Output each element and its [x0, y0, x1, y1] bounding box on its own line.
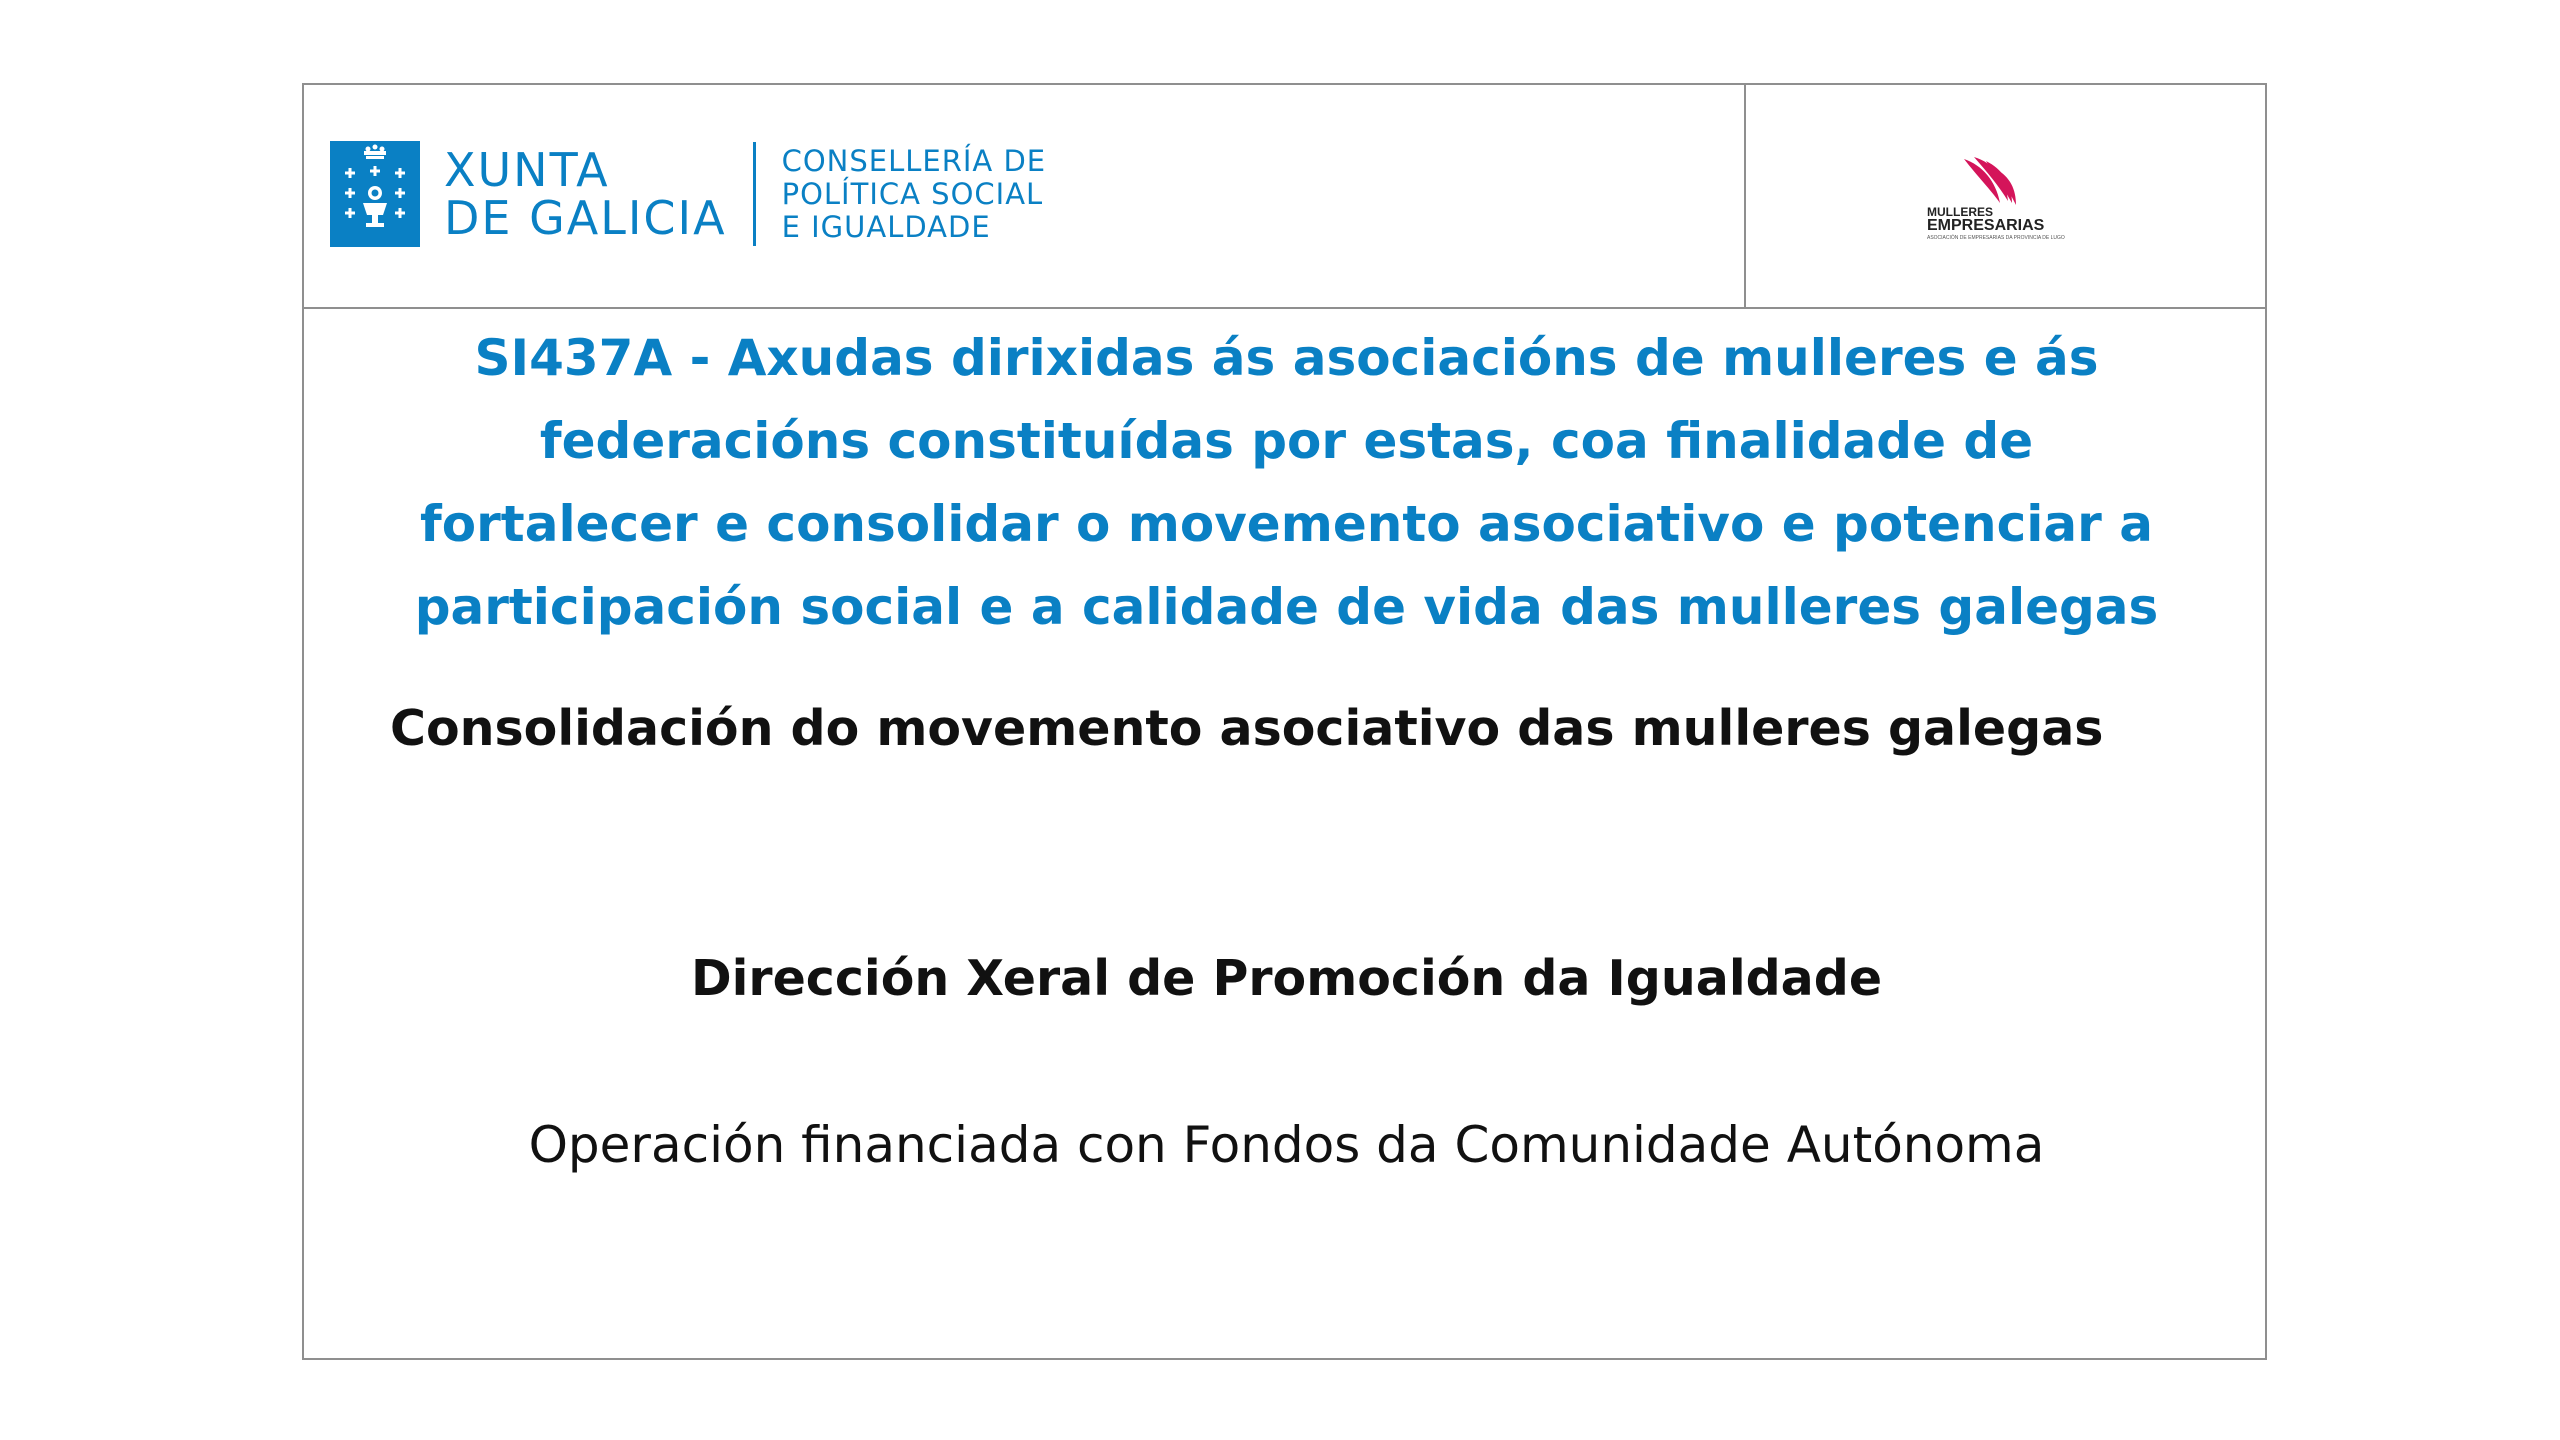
header-divider — [1744, 85, 1746, 307]
mulleres-tagline: ASOCIACIÓN DE EMPRESARIAS DA PROVINCIA DE LUGO — [1927, 235, 2065, 241]
department-line-2: POLÍTICA SOCIAL — [781, 176, 1044, 211]
xunta-shield-icon — [330, 141, 420, 247]
directorate-name: Dirección Xeral de Promoción da Igualdade — [690, 950, 1883, 1007]
program-title — [304, 317, 2269, 649]
program-title-line-4: participación social e a calidade de vida das mulleres galegas — [414, 578, 2159, 636]
mulleres-line-2: EMPRESARIAS — [1927, 217, 2045, 234]
department-line-3: E IGUALDADE — [781, 209, 991, 244]
project-subtitle: Consolidación do movemento asociativo das mulleres galegas — [390, 700, 2104, 757]
logo-separator — [753, 142, 756, 246]
mulleres-wordmark — [1927, 206, 2065, 242]
program-title-line-2: federacións constituídas por estas, coa finalidade de — [539, 412, 2034, 470]
feather-icon — [1924, 153, 2094, 213]
program-title-line-3: fortalecer e consolidar o movemento asociativo e potenciar a — [420, 495, 2153, 553]
mulleres-empresarias-logo — [1924, 153, 2094, 253]
xunta-line-1: XUNTA — [444, 143, 610, 197]
xunta-wordmark — [444, 143, 727, 245]
xunta-logo — [330, 140, 1046, 248]
info-board — [302, 83, 2267, 1360]
funding-statement: Operación financiada con Fondos da Comunidade Autónoma — [528, 1116, 2045, 1174]
xunta-line-2: DE GALICIA — [444, 191, 727, 245]
program-title-line-1: SI437A - Axudas dirixidas ás asociacións de mulleres e ás — [474, 329, 2099, 387]
department-name — [782, 145, 1047, 244]
mulleres-line-1: MULLERES — [1927, 205, 1993, 219]
department-line-1: CONSELLERÍA DE — [781, 143, 1047, 178]
header-band — [304, 85, 2265, 309]
